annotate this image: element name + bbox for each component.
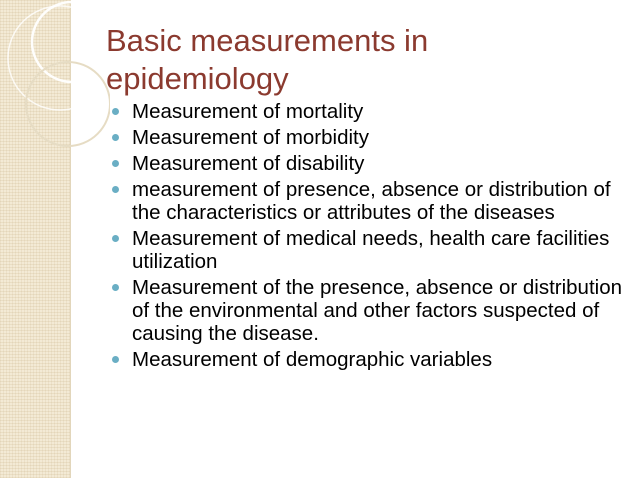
bullet-icon [112, 235, 119, 242]
left-decorative-band [0, 0, 71, 478]
bullet-text: Measurement of disability [132, 152, 365, 175]
bullet-text: Measurement of medical needs, health care facilities utilization [132, 227, 610, 273]
bullet-text: measurement of presence, absence or distribution of the characteristics or attributes of the diseases [132, 178, 611, 224]
bullet-text: Measurement of the presence, absence or distribution of the environmental and other factors suspected of causing the disease. [132, 276, 622, 345]
bullet-icon [112, 108, 119, 115]
list-item [112, 276, 622, 345]
bullet-icon [112, 160, 119, 167]
list-item [112, 227, 622, 273]
bullet-text: Measurement of morbidity [132, 126, 369, 149]
list-item [112, 348, 622, 371]
bullet-text: Measurement of mortality [132, 100, 364, 123]
bullet-icon [112, 284, 119, 291]
bullet-icon [112, 134, 119, 141]
list-item [112, 152, 622, 175]
list-item [112, 126, 622, 149]
slide-title: Basic measurements in epidemiology [106, 23, 429, 96]
bullet-text: Measurement of demographic variables [132, 348, 493, 371]
list-item [112, 100, 622, 123]
bullet-list [112, 100, 622, 374]
bullet-icon [112, 186, 119, 193]
bullet-icon [112, 356, 119, 363]
list-item [112, 178, 622, 224]
